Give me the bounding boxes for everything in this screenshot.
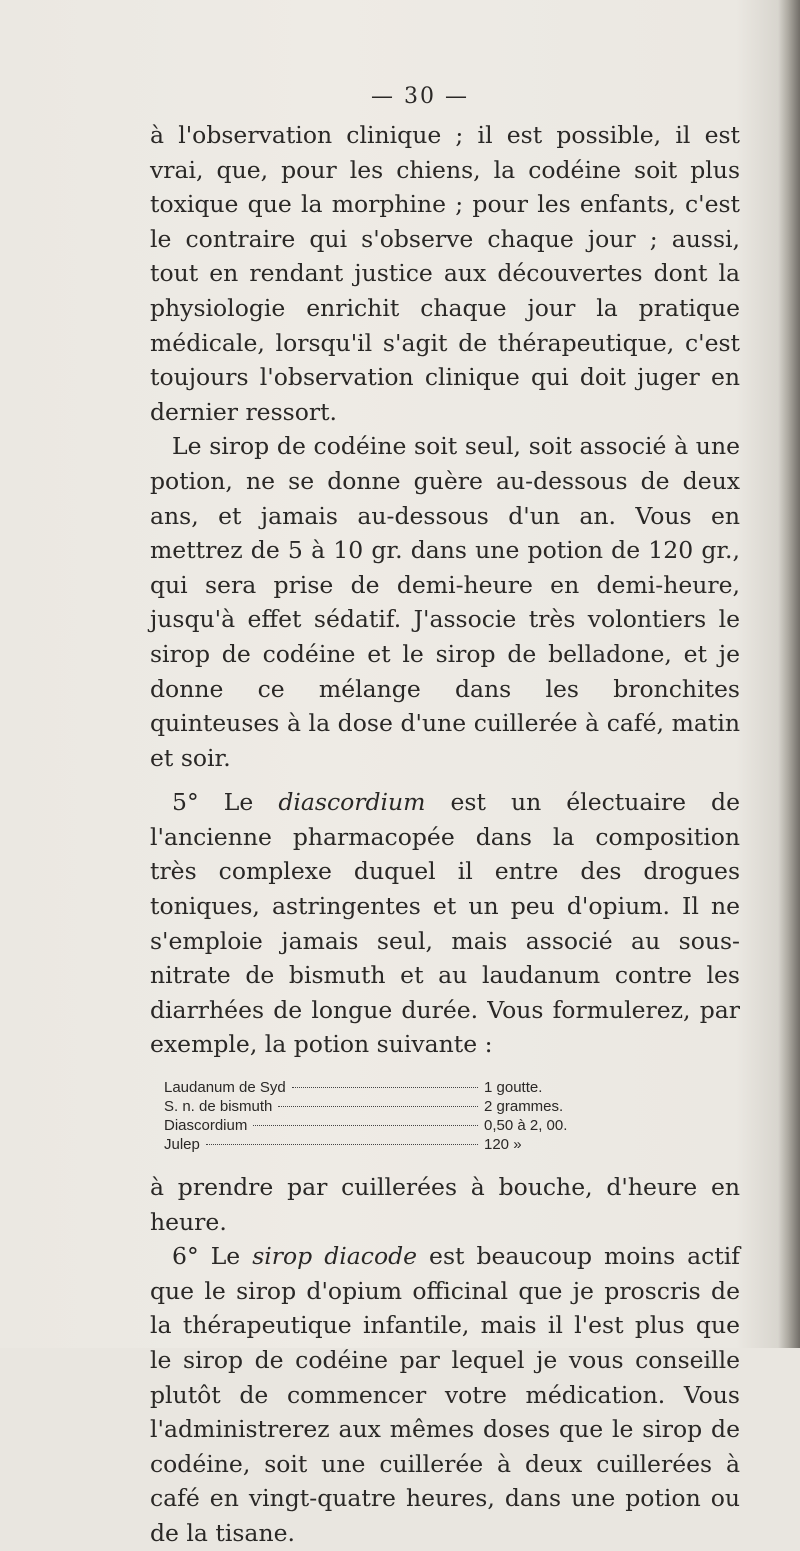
prescription-list xyxy=(164,1078,634,1154)
prescription-row xyxy=(164,1135,634,1154)
section-sirop-diacode xyxy=(150,1239,740,1550)
leader-dots xyxy=(292,1087,478,1088)
leader-dots xyxy=(253,1125,478,1126)
body-text xyxy=(150,118,740,1551)
ingredient-name: Diascordium xyxy=(164,1117,248,1135)
ingredient-quantity: 1 goutte. xyxy=(484,1079,543,1097)
page-edge-shadow xyxy=(778,0,800,1348)
ingredient-quantity: 0,50 à 2, 00. xyxy=(484,1117,568,1135)
section-text: est beaucoup moins actif que le sirop d'opium officinal que je proscris de la thérapeutique infantile, mais il l'est plus que le sirop de codéine par lequel je vous conseille plutôt de commencer votre médication. Vous l'administrerez aux mêmes doses que le sirop de codéine, soit une cuillerée à deux cuillerées à café en vingt-quatre heures, dans une potion ou de la tisane. xyxy=(150,1242,740,1547)
paragraph-continuation: à l'observation clinique ; il est possible, il est vrai, que, pour les chiens, la codéine soit plus toxique que la morphine ; pour les enfants, c'est le contraire qui s'observe chaque jour ; aussi, tout en rendant justice aux découvertes dont la physiologie enrichit chaque jour la pratique médicale, lorsqu'il s'agit de thérapeutique, c'est toujours l'observation clinique qui doit juger en dernier ressort. xyxy=(150,121,740,426)
section-number: 6° xyxy=(172,1242,199,1271)
leader-dots xyxy=(278,1106,478,1107)
prescription-row xyxy=(164,1078,634,1097)
paragraph-codeine-syrup: Le sirop de codéine soit seul, soit associé à une potion, ne se donne guère au-dessous de deux ans, et jamais au-dessous d'un an. Vous en mettrez de 5 à 10 gr. dans une potion de 120 gr., qui sera prise de demi-heure en demi-heure, jusqu'à effet sédatif. J'associe très volontiers le sirop de codéine et le sirop de belladone, et je donne ce mélange dans les bronchites quinteuses à la dose d'une cuillerée à café, matin et soir. xyxy=(150,432,740,772)
leader-dots xyxy=(206,1144,478,1145)
prescription-row xyxy=(164,1097,634,1116)
ingredient-quantity: 2 grammes. xyxy=(484,1098,564,1116)
section-lead: Le xyxy=(210,1242,241,1271)
page-number: — 30 — xyxy=(371,84,469,109)
prescription-row xyxy=(164,1116,634,1135)
ingredient-name: Julep xyxy=(164,1136,200,1154)
section-lead: Le xyxy=(223,788,254,817)
recipe-instruction: à prendre par cuillerées à bouche, d'heure en heure. xyxy=(150,1173,740,1236)
ingredient-name: Laudanum de Syd xyxy=(164,1079,286,1097)
section-number: 5° xyxy=(172,788,199,817)
section-diascordium xyxy=(150,785,740,1062)
section-text: est un électuaire de l'ancienne pharmacopée dans la composition très complexe duquel il entre des drogues toniques, astringentes et un peu d'opium. Il ne s'emploie jamais seul, mais associé au sous-nitrate de bismuth et au laudanum contre les diarrhées de longue durée. Vous formulerez, par exemple, la potion suivante : xyxy=(150,788,740,1059)
ingredient-name: S. n. de bismuth xyxy=(164,1098,273,1116)
section-term: diascordium xyxy=(278,788,426,817)
section-term: sirop diacode xyxy=(252,1242,418,1271)
ingredient-quantity: 120 » xyxy=(484,1136,522,1154)
